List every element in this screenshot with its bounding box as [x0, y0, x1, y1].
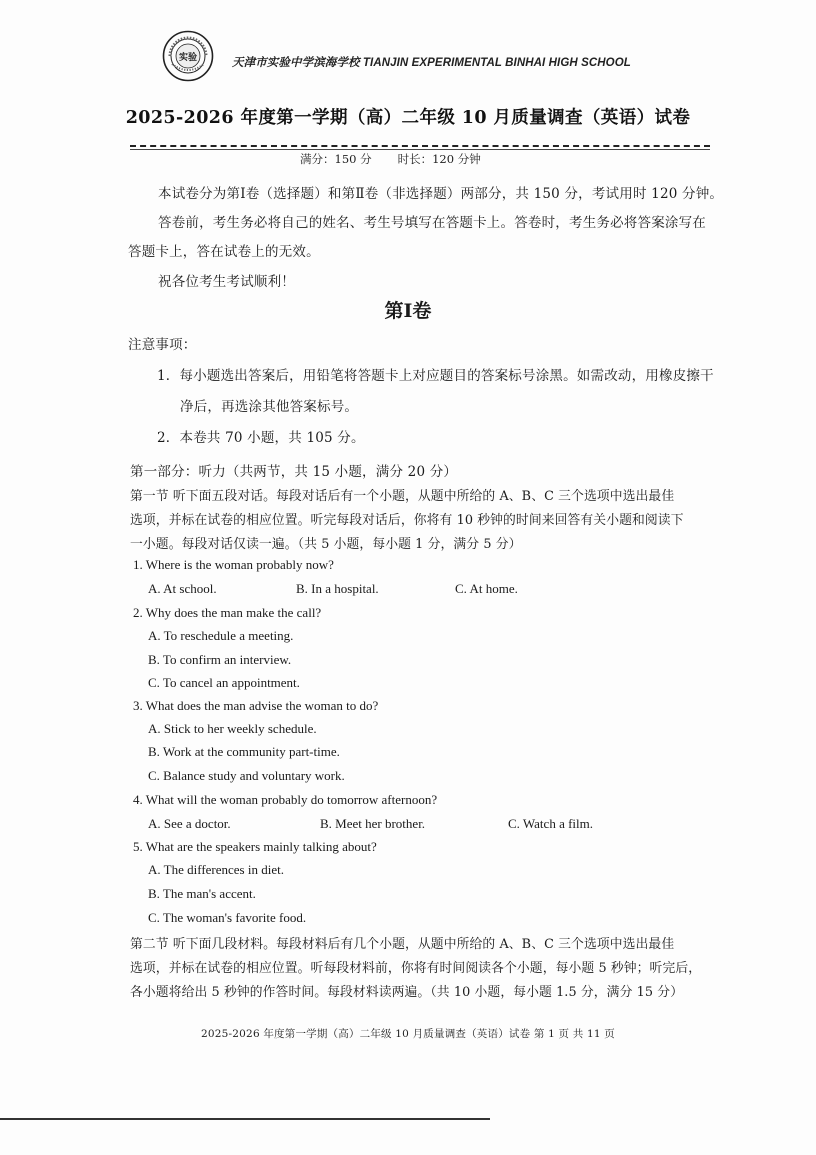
question-4-option-a: A. See a doctor. — [148, 816, 231, 831]
duration: 时长：120 分钟 — [397, 152, 481, 166]
part1-sec2-line-b: 选项，并标在试卷的相应位置。听每段材料前，你将有时间阅读各个小题，每小题 5 秒钟；听完后， — [130, 961, 702, 976]
seal-text: 实验 — [178, 53, 198, 63]
question-5-stem: 5. What are the speakers mainly talking about? — [133, 839, 377, 854]
question-3-option-b: B. Work at the community part-time. — [148, 744, 340, 759]
question-3-option-a: A. Stick to her weekly schedule. — [148, 721, 317, 736]
title-divider-thin — [130, 149, 710, 150]
question-2-stem: 2. Why does the man make the call? — [133, 605, 322, 620]
question-1-option-a: A. At school. — [148, 581, 217, 596]
intro-line-2b: 答题卡上，答在试卷上的无效。 — [128, 244, 320, 260]
intro-line-1: 本试卷分为第Ⅰ卷（选择题）和第Ⅱ卷（非选择题）两部分，共 150 分，考试用时 120 分钟。 — [158, 186, 724, 202]
part1-sec2-line-a: 第二节 听下面几段材料。每段材料后有几个小题，从题中所给的 A、B、C 三个选项中选出最佳 — [130, 937, 675, 952]
question-4-option-b: B. Meet her brother. — [320, 816, 426, 831]
title-divider — [130, 145, 710, 147]
scan-edge-line — [0, 1118, 490, 1120]
question-2-option-c: C. To cancel an appointment. — [148, 675, 300, 690]
question-1-option-c: C. At home. — [455, 581, 518, 596]
full-score: 满分：150 分 — [300, 152, 372, 166]
part1-sec1-line-a: 第一节 听下面五段对话。每段对话后有一个小题，从题中所给的 A、B、C 三个选项中选出最佳 — [130, 489, 675, 504]
exam-title: 2025-2026 年度第一学期（高）二年级 10 月质量调查（英语）试卷 — [125, 108, 691, 128]
part1-sec1-line-c: 一小题。每段对话仅读一遍。（共 5 小题，每小题 1 分，满分 5 分） — [130, 537, 522, 552]
question-5-option-a: A. The differences in diet. — [148, 862, 284, 877]
intro-line-3: 祝各位考生考试顺利！ — [158, 274, 295, 290]
question-3-stem: 3. What does the man advise the woman to do? — [133, 698, 379, 713]
question-3-option-c: C. Balance study and voluntary work. — [148, 768, 345, 783]
volume-title: 第Ⅰ卷 — [384, 300, 432, 322]
notes-item-1a: 1．每小题选出答案后，用铅笔将答题卡上对应题目的答案标号涂黑。如需改动，用橡皮擦干 — [157, 368, 714, 384]
school-name: 天津市实验中学滨海学校 TIANJIN EXPERIMENTAL BINHAI HIGH SCHOOL — [232, 57, 631, 69]
question-4-stem: 4. What will the woman probably do tomorrow afternoon? — [133, 792, 438, 807]
score-duration-line — [300, 151, 481, 167]
school-seal-logo — [162, 30, 214, 82]
question-5-option-c: C. The woman's favorite food. — [148, 910, 307, 925]
part1-heading: 第一部分：听力（共两节，共 15 小题，满分 20 分） — [130, 464, 458, 480]
part1-sec2-line-c: 各小题将给出 5 秒钟的作答时间。每段材料读两遍。（共 10 小题，每小题 1.5 分，满分 15 分） — [130, 985, 684, 1000]
question-2-option-a: A. To reschedule a meeting. — [148, 628, 294, 643]
notes-item-1b: 净后，再选涂其他答案标号。 — [180, 399, 359, 415]
intro-line-2a: 答卷前，考生务必将自己的姓名、考生号填写在答题卡上。答卷时，考生务必将答案涂写在 — [158, 215, 706, 231]
question-1-stem: 1. Where is the woman probably now? — [133, 557, 334, 572]
part1-sec1-line-b: 选项，并标在试卷的相应位置。听完每段对话后，你将有 10 秒钟的时间来回答有关小题和阅读下 — [130, 513, 684, 528]
question-1-option-b: B. In a hospital. — [296, 581, 379, 596]
notes-heading: 注意事项： — [128, 337, 197, 353]
page-footer: 2025-2026 年度第一学期（高）二年级 10 月质量调查（英语）试卷 第 1 页 共 11 页 — [201, 1028, 615, 1040]
notes-item-2: 2．本卷共 70 小题，共 105 分。 — [157, 430, 365, 446]
question-2-option-b: B. To confirm an interview. — [148, 652, 292, 667]
question-5-option-b: B. The man's accent. — [148, 886, 256, 901]
question-4-option-c: C. Watch a film. — [508, 816, 594, 831]
